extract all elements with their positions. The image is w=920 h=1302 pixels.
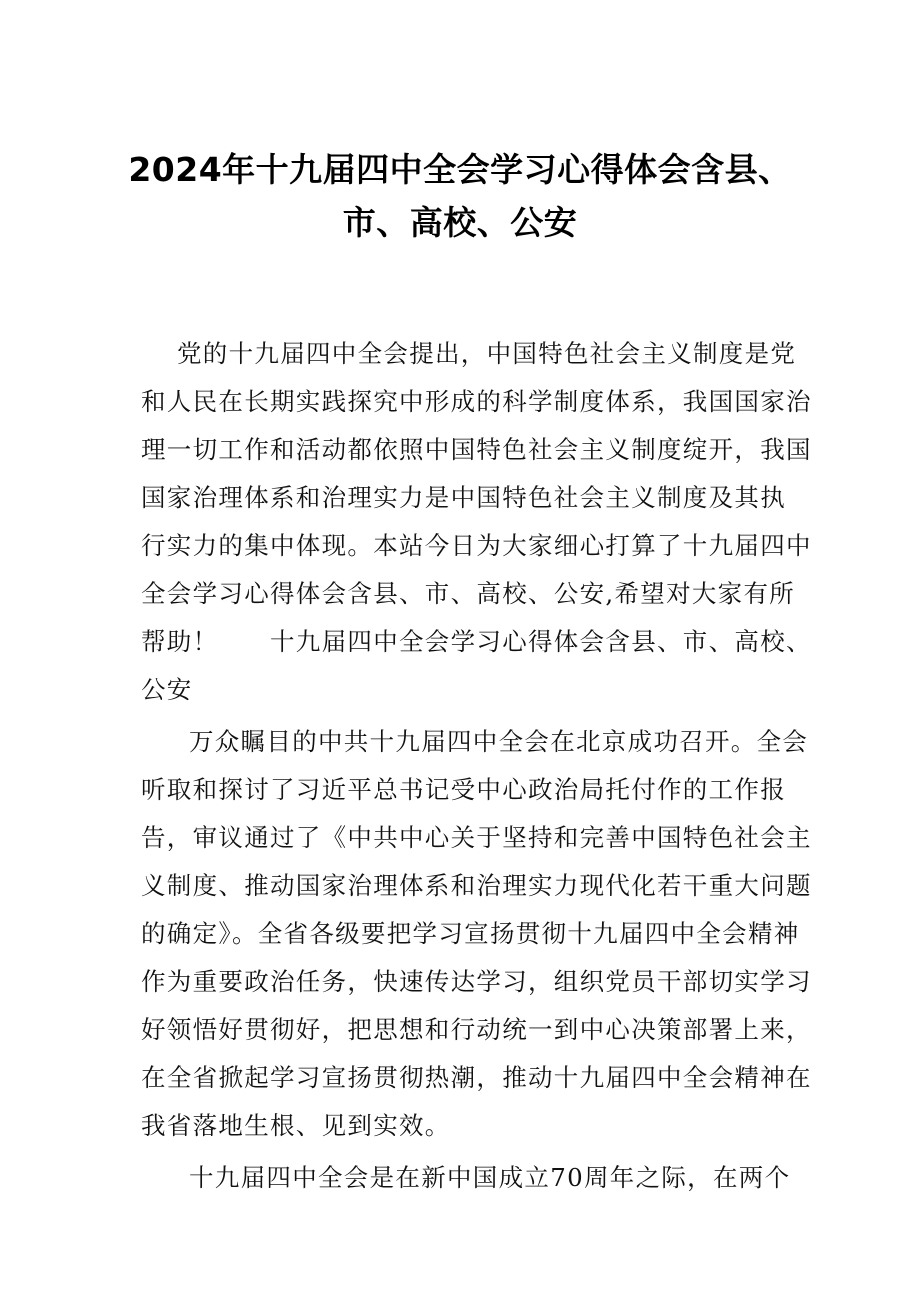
paragraph-line: 在全省掀起学习宣扬贯彻热潮，推动十九届四中全会精神在	[141, 1063, 812, 1092]
paragraph-line: 的确定》。全省各级要把学习宣扬贯彻十九届四中全会精神	[141, 919, 800, 948]
paragraph-line: 行实力的集中体现。本站今日为大家细心打算了十九届四中	[141, 531, 812, 560]
paragraph-line: 告，审议通过了《中共中心关于坚持和完善中国特色社会主	[141, 823, 812, 852]
paragraph-line: 好领悟好贯彻好，把思想和行动统一到中心决策部署上来，	[141, 1015, 812, 1044]
paragraph-line: 我省落地生根、见到实效。	[141, 1111, 451, 1140]
paragraph-line: 理一切工作和活动都依照中国特色社会主义制度绽开，我国	[141, 435, 812, 464]
paragraph-line: 十九届四中全会是在新中国成立70周年之际，在两个	[189, 1163, 791, 1192]
paragraph-line: 国家治理体系和治理实力是中国特色社会主义制度及其执	[141, 483, 786, 512]
paragraph-line: 义制度、推动国家治理体系和治理实力现代化若干重大问题	[141, 871, 812, 900]
paragraph-line: 党的十九届四中全会提出，中国特色社会主义制度是党	[177, 339, 797, 368]
paragraph-line: 和人民在长期实践探究中形成的科学制度体系，我国国家治	[141, 387, 812, 416]
paragraph-line: 公安	[141, 675, 193, 704]
paragraph-line: 全会学习心得体会含县、市、高校、公安,希望对大家有所	[141, 579, 796, 608]
paragraph-line: 帮助！ 十九届四中全会学习心得体会含县、市、高校、	[141, 627, 812, 656]
paragraph-line: 听取和探讨了习近平总书记受中心政治局托付作的工作报	[141, 775, 786, 804]
document-title-line-2: 市、高校、公安	[342, 203, 578, 242]
document-title-line-1: 2024年十九届四中全会学习心得体会含县、	[128, 150, 792, 189]
paragraph-line: 作为重要政治任务，快速传达学习，组织党员干部切实学习	[141, 967, 812, 996]
paragraph-line: 万众瞩目的中共十九届四中全会在北京成功召开。全会	[189, 727, 809, 756]
